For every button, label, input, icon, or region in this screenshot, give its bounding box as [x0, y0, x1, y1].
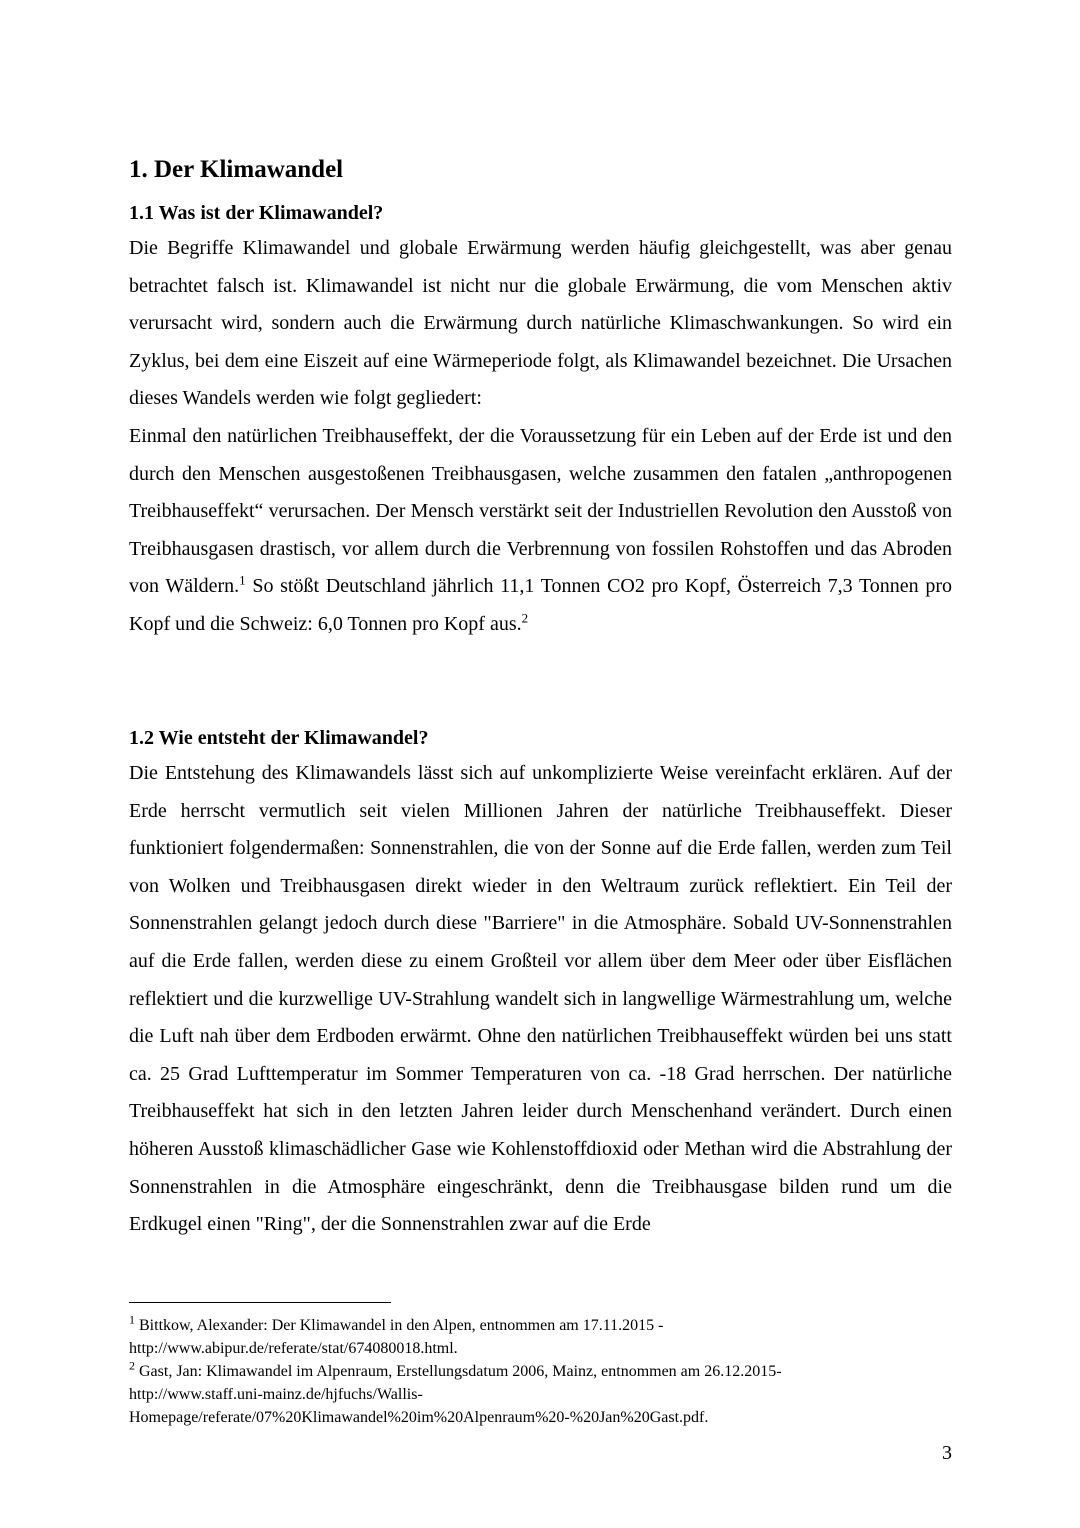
section-heading-1-2: 1.2 Wie entsteht der Klimawandel?	[129, 727, 429, 749]
footnote-divider	[129, 1302, 391, 1303]
section-1-2-body	[129, 755, 952, 1244]
footnote-url[interactable]: http://www.staff.uni-mainz.de/hjfuchs/Wallis-	[129, 1386, 423, 1403]
footnote-1	[129, 1314, 952, 1360]
footnote-ref-2[interactable]: 2	[521, 610, 529, 626]
page-number: 3	[942, 1442, 952, 1464]
paragraph-definition: Die Begriffe Klimawandel und globale Erwärmung werden häufig gleichgestellt, was aber genau betrachtet falsch ist. Klimawandel ist nicht nur die globale Erwärmung, die vom Menschen aktiv verursacht wird, sondern auch die Erwärmung durch natürliche Klimaschwankungen. So wird ein Zyklus, bei dem eine Eiszeit auf eine Wärmeperiode folgt, als Klimawandel bezeichnet. Die Ursachen dieses Wandels werden wie folgt gegliedert:	[129, 237, 952, 410]
footnote-number: 2	[129, 1358, 135, 1373]
document-page	[129, 0, 952, 1528]
footnotes	[129, 1314, 952, 1429]
footnote-url[interactable]: http://www.abipur.de/referate/stat/674080018.html.	[129, 1340, 458, 1357]
section-heading-1-1: 1.1 Was ist der Klimawandel?	[129, 202, 384, 224]
section-1-1-body	[129, 230, 952, 644]
paragraph-emissions: So stößt Deutschland jährlich 11,1 Tonnen CO2 pro Kopf, Österreich 7,3 Tonnen pro Kopf und die Schweiz: 6,0 Tonnen pro Kopf aus.	[129, 575, 952, 635]
footnote-ref-1[interactable]: 1	[239, 572, 246, 588]
footnote-text: Bittkow, Alexander: Der Klimawandel in den Alpen, entnommen am 17.11.2015 -	[135, 1317, 664, 1334]
footnote-number: 1	[129, 1312, 135, 1327]
footnote-url-continued[interactable]: Homepage/referate/07%20Klimawandel%20im%20Alpenraum%20-%20Jan%20Gast.pdf.	[129, 1409, 709, 1426]
chapter-heading: 1. Der Klimawandel	[129, 156, 344, 183]
paragraph-causes: Einmal den natürlichen Treibhauseffekt, der die Voraussetzung für ein Leben auf der Erde ist und den durch den Menschen ausgestoßenen Treibhausgasen, welche zusammen den fatalen „anthropogenen Treibhauseffekt“ verursachen. Der Mensch verstärkt seit der Industriellen Revolution den Ausstoß von Treibhausgasen drastisch, vor allem durch die Verbrennung von fossilen Rohstoffen und das Abroden von Wäldern.	[129, 424, 952, 598]
footnote-text: Gast, Jan: Klimawandel im Alpenraum, Erstellungsdatum 2006, Mainz, entnommen am 26.12.2015-	[135, 1363, 782, 1380]
footnote-2	[129, 1360, 952, 1429]
paragraph-greenhouse-effect: Die Entstehung des Klimawandels lässt sich auf unkomplizierte Weise vereinfacht erklären. Auf der Erde herrscht vermutlich seit vielen Millionen Jahren der natürliche Treibhauseffekt. Dieser funktioniert folgendermaßen: Sonnenstrahlen, die von der Sonne auf die Erde fallen, werden zum Teil von Wolken und Treibhausgasen direkt wieder in den Weltraum zurück reflektiert. Ein Teil der Sonnenstrahlen gelangt jedoch durch diese "Barriere" in die Atmosphäre. Sobald UV-Sonnenstrahlen auf die Erde fallen, werden diese zu einem Großteil vor allem über dem Meer oder über Eisflächen reflektiert und die kurzwellige UV-Strahlung wandelt sich in langwellige Wärmestrahlung um, welche die Luft nah über dem Erdboden erwärmt. Ohne den natürlichen Treibhauseffekt würden bei uns statt ca. 25 Grad Lufttemperatur im Sommer Temperaturen von ca. -18 Grad herrschen. Der natürliche Treibhauseffekt hat sich in den letzten Jahren leider durch Menschenhand verändert. Durch einen höheren Ausstoß klimaschädlicher Gase wie Kohlenstoffdioxid oder Methan wird die Abstrahlung der Sonnenstrahlen in die Atmosphäre eingeschränkt, denn die Treibhausgase bilden rund um die Erdkugel einen "Ring", der die Sonnenstrahlen zwar auf die Erde	[129, 762, 952, 1236]
